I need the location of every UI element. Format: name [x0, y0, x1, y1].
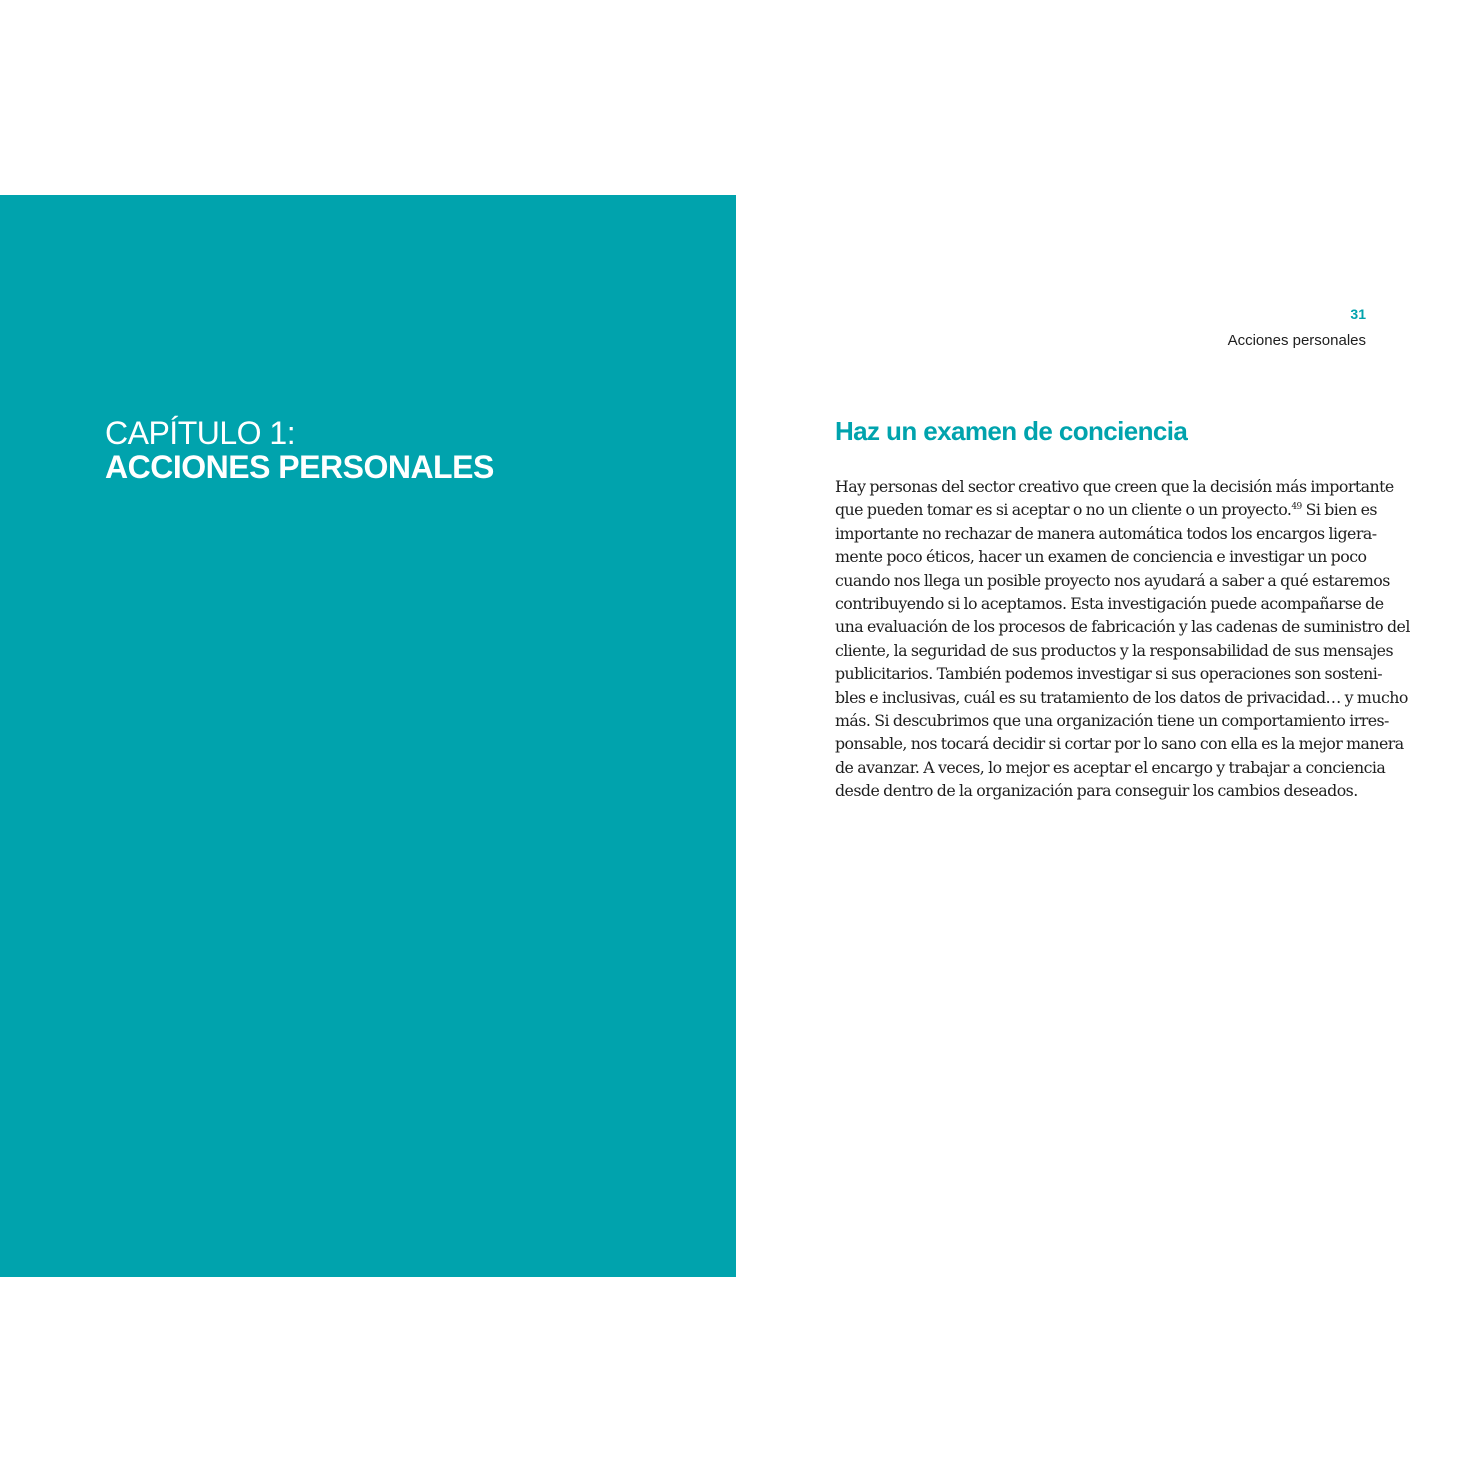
body-line: importante no rechazar de manera automática todos los encargos ligera-	[835, 523, 1377, 543]
running-head: Acciones personales	[1227, 332, 1366, 349]
body-line-text: que pueden tomar es si aceptar o no un cliente o un proyecto.	[835, 500, 1292, 520]
body-line: desde dentro de la organización para conseguir los cambios deseados.	[835, 781, 1358, 801]
body-line: mente poco éticos, hacer un examen de conciencia e investigar un poco	[835, 547, 1367, 567]
body-line-text: Si bien es	[1301, 500, 1377, 520]
section-title: Haz un examen de conciencia	[835, 416, 1188, 446]
body-line	[835, 498, 1377, 521]
body-line: una evaluación de los procesos de fabricación y las cadenas de suministro del	[835, 617, 1410, 637]
chapter-color-panel	[0, 195, 736, 1277]
body-line: cliente, la seguridad de sus productos y la responsabilidad de sus mensajes	[835, 640, 1394, 660]
body-line: más. Si descubrimos que una organización tiene un comportamiento irres-	[835, 710, 1389, 730]
body-line: ponsable, nos tocará decidir si cortar por lo sano con ella es la mejor manera	[835, 734, 1404, 754]
body-line: Hay personas del sector creativo que creen que la decisión más importante	[835, 477, 1394, 496]
body-line: bles e inclusivas, cuál es su tratamiento de los datos de privacidad… y mucho	[835, 687, 1408, 707]
body-paragraph	[835, 475, 1410, 802]
body-line: contribuyendo si lo aceptamos. Esta investigación puede acompañarse de	[835, 593, 1384, 613]
body-line: cuando nos llega un posible proyecto nos ayudará a saber a qué estaremos	[835, 570, 1390, 590]
chapter-label: CAPÍTULO 1:	[105, 415, 296, 451]
body-line: publicitarios. También podemos investigar si sus operaciones son sosteni-	[835, 664, 1383, 684]
body-line: de avanzar. A veces, lo mejor es aceptar el encargo y trabajar a conciencia	[835, 757, 1386, 777]
chapter-title: ACCIONES PERSONALES	[105, 449, 494, 485]
footnote-reference[interactable]: 49	[1291, 502, 1302, 513]
page-number: 31	[1350, 306, 1366, 322]
